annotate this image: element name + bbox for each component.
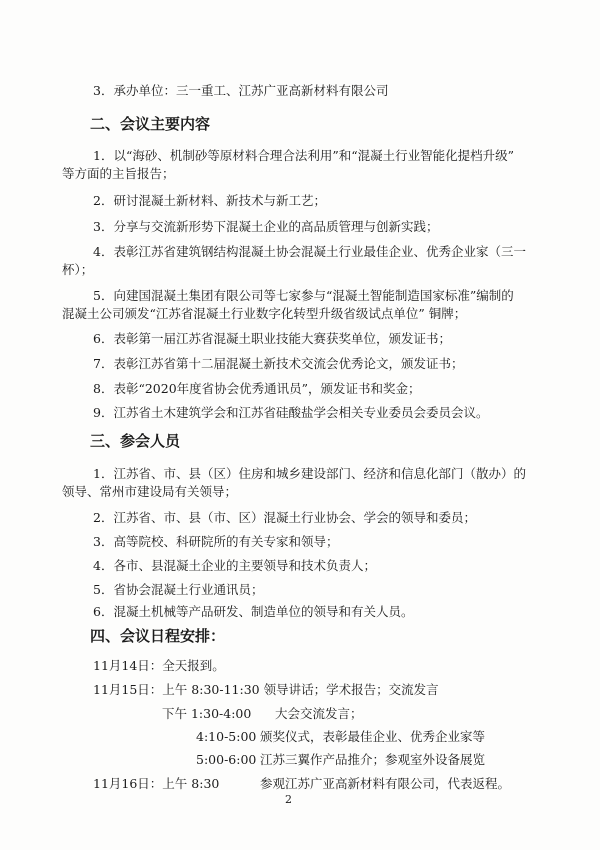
page-number: 2 [285, 793, 292, 806]
schedule-nov16-time: 11月16日：上午 8:30 [93, 776, 220, 791]
schedule-nov15-pm3-time: 5:00-6:00 [196, 752, 257, 767]
schedule-nov15-pm2-desc: 颁奖仪式，表彰最佳企业、优秀企业家等 [260, 729, 486, 744]
section2-heading: 二、会议主要内容 [90, 115, 211, 133]
section3-item-6: 6．混凝土机械等产品研发、制造单位的领导和有关人员。 [93, 604, 414, 619]
section3-item-1-line2: 领导、常州市建设局有关领导； [62, 484, 238, 499]
section2-item-4-line2: 杯）； [62, 262, 94, 277]
schedule-nov15-pm3-desc: 江苏三翼作产品推介；参观室外设备展览 [260, 752, 486, 767]
schedule-nov15-morning: 11月15日：上午 8:30-11:30 领导讲话；学术报告；交流发言 [93, 682, 439, 697]
section2-item-1-line1: 1．以“海砂、机制砂等原材料合理合法利用”和“混凝土行业智能化提档升级” [93, 148, 515, 163]
section2-item-6: 6．表彰第一届江苏省混凝土职业技能大赛获奖单位，颁发证书； [93, 331, 451, 346]
section2-item-4-line1: 4．表彰江苏省建筑钢结构混凝土协会混凝土行业最佳企业、优秀企业家（三一 [93, 244, 526, 259]
section3-item-3: 3．高等院校、科研院所的有关专家和领导； [93, 534, 339, 549]
schedule-nov16-desc: 参观江苏广亚高新材料有限公司，代表返程。 [260, 776, 511, 791]
section2-item-8: 8．表彰“2020年度省协会优秀通讯员”，颁发证书和奖金； [93, 381, 421, 396]
section3-item-5: 5．省协会混凝土行业通讯员； [93, 582, 264, 597]
schedule-nov15-pm1-time: 下午 1:30-4:00 [162, 706, 252, 721]
section3-item-2: 2．江苏省、市、县（市、区）混凝土行业协会、学会的领导和委员； [93, 510, 476, 525]
section4-heading: 四、会议日程安排： [90, 627, 226, 645]
section2-item-5-line1: 5．向建国混凝土集团有限公司等七家参与“混凝土智能制造国家标准”编制的 [93, 288, 514, 303]
section3-heading: 三、参会人员 [90, 432, 181, 450]
section2-item-1-line2: 等方面的主旨报告； [62, 166, 175, 181]
schedule-nov15-pm2-time: 4:10-5:00 [196, 729, 257, 744]
schedule-nov15-pm1-desc: 大会交流发言； [275, 706, 363, 721]
schedule-nov14: 11月14日：全天报到。 [93, 658, 225, 673]
section3-item-1-line1: 1．江苏省、市、县（区）住房和城乡建设部门、经济和信息化部门（散办）的 [93, 466, 526, 481]
undertaker-line: 3．承办单位：三一重工、江苏广亚高新材料有限公司 [93, 83, 389, 98]
section3-item-4: 4．各市、县混凝土企业的主要领导和技术负责人； [93, 558, 376, 573]
section2-item-2: 2．研讨混凝土新材料、新技术与新工艺； [93, 193, 326, 208]
section2-item-5-line2: 混凝土公司颁发“江苏省混凝土行业数字化转型升级省级试点单位” 铜牌； [62, 306, 467, 321]
section2-item-9: 9．江苏省土木建筑学会和江苏省硅酸盐学会相关专业委员会委员会议。 [93, 405, 489, 420]
section2-item-7: 7．表彰江苏省第十二届混凝土新技术交流会优秀论文，颁发证书； [93, 356, 464, 371]
section2-item-3: 3．分享与交流新形势下混凝土企业的高品质管理与创新实践； [93, 219, 439, 234]
